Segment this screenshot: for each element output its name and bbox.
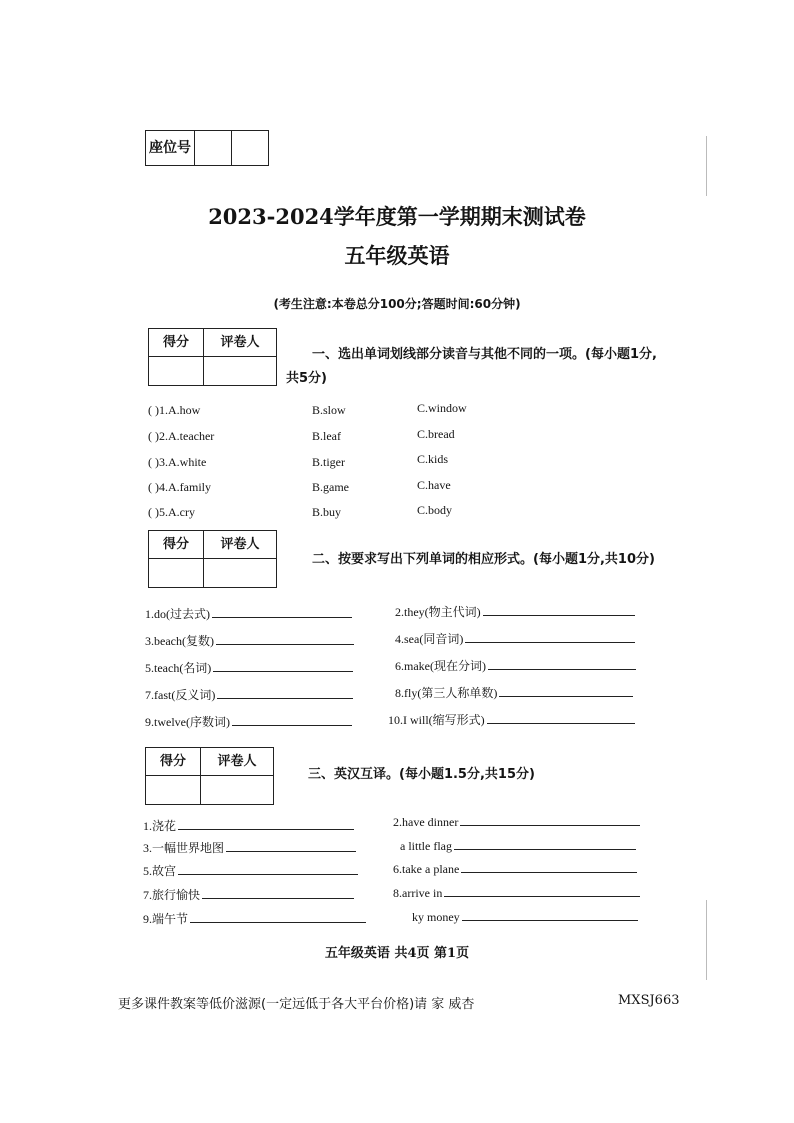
section2-heading: 二、按要求写出下列单词的相应形式。(每小题1分,共10分) bbox=[312, 552, 655, 567]
bottom-note: 更多课件教案等低价滋源(一定远低于各大平台价格)请 家 威杏 bbox=[118, 997, 475, 1012]
exam-notice: (考生注意:本卷总分100分;答题时间:60分钟) bbox=[273, 297, 521, 311]
option-b: B.leaf bbox=[312, 429, 341, 443]
score-box bbox=[148, 530, 277, 588]
question-item: ( )4.A.family bbox=[148, 480, 211, 494]
grader-cell bbox=[204, 559, 276, 587]
question-item: 6.make(现在分词) bbox=[395, 657, 636, 674]
option-c: C.bread bbox=[417, 427, 455, 441]
grader-label: 评卷人 bbox=[204, 531, 276, 559]
score-cell bbox=[149, 559, 204, 587]
question-item: 8.fly(第三人称单数) bbox=[395, 684, 633, 701]
scan-edge-line bbox=[706, 900, 707, 980]
section3-heading: 三、英汉互译。(每小题1.5分,共15分) bbox=[308, 767, 535, 782]
question-item: ( )3.A.white bbox=[148, 455, 207, 469]
question-item: ky money bbox=[412, 910, 638, 925]
section1-heading-cont: 共5分) bbox=[286, 371, 327, 386]
question-item: 9.twelve(序数词) bbox=[145, 713, 352, 730]
option-c: C.have bbox=[417, 478, 451, 492]
score-cell bbox=[146, 776, 201, 804]
option-b: B.game bbox=[312, 480, 349, 494]
question-item: ( )2.A.teacher bbox=[148, 429, 215, 443]
grader-cell bbox=[201, 776, 273, 804]
question-item: a little flag bbox=[400, 839, 636, 854]
document-code: MXSJ663 bbox=[618, 993, 680, 1008]
question-item: 3.一幅世界地图 bbox=[143, 839, 356, 856]
option-b: B.buy bbox=[312, 505, 342, 519]
score-label: 得分 bbox=[149, 531, 204, 559]
score-box bbox=[148, 328, 277, 386]
grader-cell bbox=[204, 357, 276, 385]
section1-heading: 一、选出单词划线部分读音与其他不同的一项。(每小题1分, bbox=[312, 347, 657, 362]
question-item: ( )5.A.cry bbox=[148, 505, 195, 519]
exam-subtitle: 五年级英语 bbox=[344, 243, 450, 268]
question-item: 4.sea(同音词) bbox=[395, 630, 635, 647]
question-item: 1.浇花 bbox=[143, 817, 354, 834]
option-c: C.kids bbox=[417, 452, 449, 466]
question-item: 3.beach(复数) bbox=[145, 632, 354, 649]
seat-number-cell bbox=[231, 131, 268, 165]
question-item: 5.故宫 bbox=[143, 862, 358, 879]
grader-label: 评卷人 bbox=[204, 329, 276, 357]
grader-label: 评卷人 bbox=[201, 748, 273, 776]
question-item: 6.take a plane bbox=[393, 862, 637, 877]
question-item: 2.they(物主代词) bbox=[395, 603, 635, 620]
question-item: 10.I will(缩写形式) bbox=[388, 711, 635, 728]
option-b: B.slow bbox=[312, 403, 346, 417]
question-item: 9.端午节 bbox=[143, 910, 366, 927]
question-item: 7.旅行愉快 bbox=[143, 886, 354, 903]
question-item: 1.do(过去式) bbox=[145, 605, 352, 622]
score-box bbox=[145, 747, 274, 805]
question-item: ( )1.A.how bbox=[148, 403, 201, 417]
seat-number-box bbox=[145, 130, 269, 166]
question-item: 5.teach(名词) bbox=[145, 659, 353, 676]
option-c: C.window bbox=[417, 401, 467, 415]
page-footer: 五年级英语 共4页 第1页 bbox=[324, 946, 470, 961]
score-cell bbox=[149, 357, 204, 385]
score-label: 得分 bbox=[149, 329, 204, 357]
option-b: B.tiger bbox=[312, 455, 345, 469]
question-item: 7.fast(反义词) bbox=[145, 686, 353, 703]
scan-edge-line bbox=[706, 136, 707, 196]
exam-title: 2023-2024学年度第一学期期末测试卷 bbox=[208, 204, 586, 229]
question-item: 2.have dinner bbox=[393, 815, 640, 830]
seat-number-cell bbox=[194, 131, 231, 165]
score-label: 得分 bbox=[146, 748, 201, 776]
seat-number-label: 座位号 bbox=[149, 140, 191, 156]
option-c: C.body bbox=[417, 503, 453, 517]
question-item: 8.arrive in bbox=[393, 886, 640, 901]
